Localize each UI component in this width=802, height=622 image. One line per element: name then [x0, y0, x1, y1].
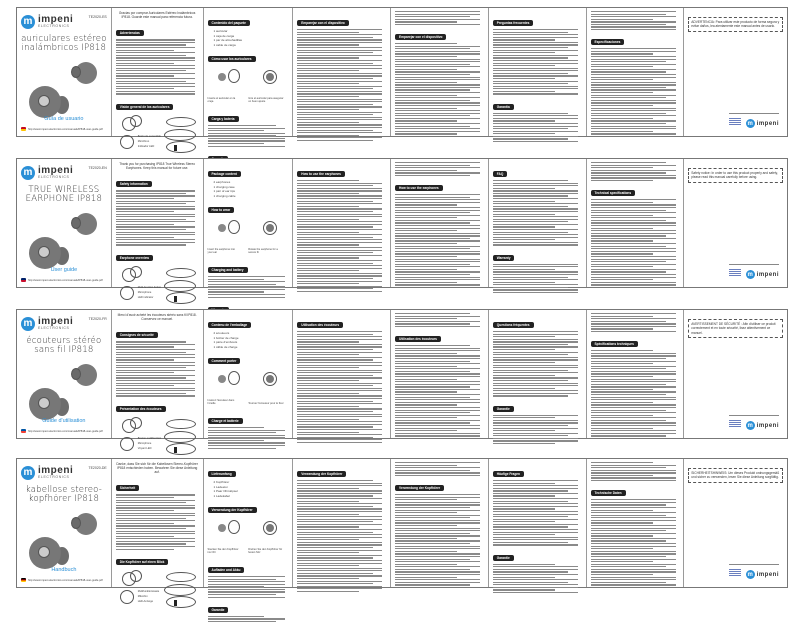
notice-panel — [684, 310, 787, 438]
earphone-overview-diagram — [116, 266, 199, 304]
guide-title: Guía de usuario — [44, 116, 84, 122]
body-text — [591, 199, 680, 285]
intro-text: Gracias por comprar Auriculares Estéreo Inalámbricos IP818. Guarde este manual para referencia futura. — [118, 11, 196, 20]
model-code: TE2020-ES — [88, 15, 107, 19]
manual-sheet-es — [16, 7, 788, 148]
section-heading-package: Package content — [208, 171, 241, 177]
package-panel — [204, 159, 294, 287]
pairing-panel — [293, 159, 391, 287]
package-item: 2 earphones — [213, 180, 231, 184]
diagram-label: LED-Anzeige — [137, 599, 154, 603]
section-heading-pairing: How to use the earphones — [297, 171, 345, 177]
footer-brand-name: impeni — [756, 120, 780, 127]
package-item: 1 pair of ear tips — [213, 189, 236, 193]
faq-panel — [489, 459, 587, 587]
flag-icon — [21, 429, 26, 433]
section-heading-troubleshoot: Warranty — [493, 255, 515, 261]
body-text — [116, 39, 199, 94]
section-heading-usage: Utilisation des écouteurs — [395, 336, 441, 342]
section-heading-safety: Consignes de sécurité — [116, 332, 158, 338]
cover-panel — [17, 159, 112, 287]
body-text — [591, 350, 680, 436]
manual-url-text: http://www.impeni-electronics.com/manuals/IP818-user-guide.pdf — [28, 127, 103, 131]
section-heading-usage: Verwendung der Kopfhörer — [395, 485, 444, 491]
body-text — [116, 341, 199, 396]
impeni-logo-icon: m — [21, 166, 35, 180]
manual-url[interactable] — [21, 578, 109, 582]
certification-icon — [729, 118, 741, 128]
certification-icon — [729, 269, 741, 279]
earbud-tip-icon — [71, 217, 81, 229]
safety-notice-box: ADVERTENCIA: Para utilizar este producto de forma segura y evitar daños, lea atentamente este manual antes de usarlo. — [688, 17, 783, 32]
body-text — [116, 494, 199, 549]
body-text — [208, 125, 289, 147]
cover-title: TRUE WIRELESS EARPHONE IP818 — [25, 185, 103, 204]
section-heading-usage: Emparejar con el dispositivo — [395, 34, 446, 40]
body-text — [493, 480, 582, 546]
section-heading-charging: Aufladen und Akku — [208, 567, 245, 573]
divider — [729, 564, 779, 565]
model-code: TE2020-FR — [88, 317, 107, 321]
brand-name: impeni — [38, 14, 74, 26]
section-heading-faq: Questions fréquentes — [493, 322, 534, 328]
notice-panel — [684, 159, 787, 287]
section-heading-usage: How to use the earphones — [395, 185, 443, 191]
faq-panel — [489, 8, 587, 136]
section-heading-charging: Carga y batería — [208, 116, 239, 122]
package-item: 1 Ladekabel — [213, 493, 230, 498]
specs-panel — [587, 459, 685, 587]
wearing-diagram — [208, 67, 289, 89]
body-text — [493, 564, 582, 594]
body-text — [493, 264, 582, 294]
cover-panel — [17, 8, 112, 136]
package-panel — [204, 8, 294, 136]
earphone-overview-diagram — [116, 417, 199, 455]
section-heading-wearing: Cómo usar los auriculares — [208, 56, 256, 62]
package-item: 1 auricular — [213, 29, 228, 33]
pairing-panel — [293, 459, 391, 587]
diagram-label: LED indicator — [137, 295, 154, 299]
section-heading-pairing: Verwendung der Kopfhörer — [297, 471, 346, 477]
usage-panel — [391, 8, 489, 136]
body-text — [395, 43, 484, 134]
safety-notice-box: AVERTISSEMENT DE SÉCURITÉ : Afin d'utiliser ce produit correctement et en toute sécurité, lisez attentivement ce manuel. — [688, 319, 783, 338]
manual-url[interactable] — [21, 429, 109, 433]
brand-name: impeni — [38, 465, 74, 477]
body-text — [297, 480, 386, 592]
section-heading-overview: Die Kopfhörer auf einen Blick — [116, 559, 169, 565]
section-heading-package: Lieferumfang — [208, 471, 236, 477]
section-heading-overview: Présentation des écouteurs — [116, 406, 166, 412]
section-heading-charging: Charging and battery — [208, 267, 248, 273]
cover-title: écouteurs stéréo sans fil IP818 — [26, 336, 102, 355]
body-text — [591, 313, 680, 332]
wear-caption: Stecken Sie den Kopfhörer ins Ohr — [207, 548, 239, 554]
pairing-panel — [293, 310, 391, 438]
section-heading-package: Contenu de l'emballage — [208, 322, 252, 328]
section-heading-faq: Preguntas frecuentes — [493, 20, 534, 26]
specs-panel — [587, 310, 685, 438]
diagram-label: Bouton multifonction — [137, 436, 162, 440]
body-text — [208, 576, 289, 598]
section-heading-safety: Sicherheit — [116, 485, 139, 491]
specs-panel — [587, 8, 685, 136]
section-heading-wearing: How to wear — [208, 207, 235, 213]
footer-brand-name: impeni — [756, 571, 780, 578]
intro-text: Thank you for purchasing IP818 True Wireless Stereo Earphones. Keep this manual for future use. — [119, 162, 196, 171]
impeni-logo-icon: m — [747, 271, 753, 278]
body-text — [591, 499, 680, 585]
diagram-label: Indicador LED — [137, 144, 155, 148]
brand-subtitle: ELECTRONICS — [38, 24, 70, 29]
flag-icon — [21, 278, 26, 282]
divider — [729, 113, 779, 114]
package-item: 1 boîtier de charge — [213, 335, 239, 340]
body-text — [208, 276, 289, 298]
body-text — [297, 331, 386, 443]
flag-icon — [21, 578, 26, 582]
diagram-label: Micrófono — [137, 139, 150, 143]
section-heading-troubleshoot: Garantía — [493, 104, 514, 110]
body-text — [493, 29, 582, 95]
brand-subtitle: ELECTRONICS — [38, 326, 70, 331]
cover-title: auriculares estéreo inalámbricos IP818 — [21, 34, 107, 53]
safety-panel — [112, 8, 204, 148]
section-heading-specs: Technical specifications — [591, 190, 636, 196]
body-text — [297, 180, 386, 292]
section-heading-safety: Safety information — [116, 181, 152, 187]
safety-panel — [112, 159, 204, 299]
body-text — [591, 48, 680, 134]
footer-brand-logo — [746, 119, 779, 128]
diagram-label: Microphone — [137, 290, 152, 294]
impeni-logo-icon: m — [747, 422, 753, 429]
specs-panel — [587, 159, 685, 287]
section-heading-troubleshoot: Garantie — [493, 406, 514, 412]
wearing-diagram — [208, 518, 289, 540]
guide-title: Handbuch — [51, 567, 77, 573]
manual-url[interactable] — [21, 127, 109, 131]
footer-brand-name: impeni — [756, 271, 780, 278]
footer-brand-logo — [746, 270, 779, 279]
body-text — [395, 194, 484, 285]
body-text — [395, 162, 484, 176]
manual-sheet-fr — [16, 309, 788, 450]
body-text — [395, 462, 484, 476]
body-text — [116, 190, 199, 245]
body-text — [591, 162, 680, 181]
section-heading-safety: Advertencias — [116, 30, 144, 36]
body-text — [395, 11, 484, 25]
guide-title: User guide — [50, 267, 78, 273]
earbud-illustration-large — [29, 237, 61, 269]
notice-panel — [684, 8, 787, 136]
earphone-overview-diagram — [116, 115, 199, 153]
wear-caption: Insérez l'écouteur dans l'oreille — [207, 399, 235, 405]
section-heading-pairing: Utilisation des écouteurs — [297, 322, 343, 328]
intro-text: Merci d'avoir acheté les écouteurs stéréo sans fil IP818. Conservez ce manuel. — [117, 313, 197, 322]
manual-sheet-de — [16, 458, 788, 612]
body-text — [591, 462, 680, 481]
footer-brand-name: impeni — [756, 422, 780, 429]
package-panel — [204, 310, 294, 438]
body-text — [297, 29, 386, 141]
earbud-illustration-large — [29, 388, 61, 420]
faq-panel — [489, 159, 587, 287]
section-heading-overview: Earphone overview — [116, 255, 153, 261]
section-heading-wearing: Verwendung der Kopfhörer — [208, 507, 257, 513]
body-text — [591, 11, 680, 30]
cover-panel — [17, 310, 112, 438]
pairing-panel — [293, 8, 391, 136]
section-heading-pairing: Emparejar con el dispositivo — [297, 20, 348, 26]
body-text — [208, 616, 289, 622]
diagram-label: Multifunktionstaste — [137, 589, 160, 593]
diagram-label: Multi-function button — [137, 285, 162, 289]
body-text — [493, 180, 582, 246]
package-item: 2 écouteurs — [213, 331, 230, 335]
footer-brand-logo — [746, 570, 779, 579]
section-heading-wearing: Comment porter — [208, 358, 241, 364]
diagram-label: Botón de encendido — [137, 134, 161, 138]
wear-caption: Rotate the earphone for a secure fit — [248, 248, 278, 254]
footer-brand-logo — [746, 421, 779, 430]
manual-url[interactable] — [21, 278, 109, 282]
earphone-overview-diagram — [116, 570, 199, 608]
earbud-tip-icon — [71, 368, 81, 380]
usage-panel — [391, 459, 489, 587]
divider — [729, 264, 779, 265]
certification-icon — [729, 420, 741, 430]
wear-caption: Gire el auricular para asegurar un buen ajuste — [248, 97, 284, 103]
notice-panel — [684, 459, 787, 587]
wearing-diagram — [208, 218, 289, 240]
model-code: TE2020-EN — [88, 166, 107, 170]
package-item: 2 Kopfhörer — [213, 480, 230, 484]
faq-panel — [489, 310, 587, 438]
package-item: 1 cable de carga — [213, 42, 236, 47]
wearing-diagram — [208, 369, 289, 391]
section-heading-overview: Visión general de los auriculares — [116, 104, 174, 110]
section-heading-warranty: Garantie — [208, 607, 229, 613]
diagram-label: Voyant LED — [137, 446, 152, 450]
package-item: 1 charging case — [213, 184, 235, 189]
usage-panel — [391, 310, 489, 438]
divider — [729, 415, 779, 416]
model-code: TE2020-DE — [88, 466, 107, 470]
impeni-logo-icon: m — [747, 120, 753, 127]
body-text — [493, 415, 582, 445]
section-heading-specs: Spécifications techniques — [591, 341, 638, 347]
earbud-illustration-large — [29, 537, 61, 569]
section-heading-charging: Charge et batterie — [208, 418, 243, 424]
cover-title: kabellose stereo-kopfhörer IP818 — [25, 485, 102, 504]
usage-panel — [391, 159, 489, 287]
manual-url-text: http://www.impeni-electronics.com/manuals/IP818-user-guide.pdf — [28, 578, 103, 582]
earbud-tip-icon — [71, 517, 81, 529]
package-item: 1 câble de charge — [213, 344, 238, 349]
safety-notice-box: SICHERHEITSHINWEIS: Um dieses Produkt ordnungsgemäß und sicher zu verwenden, lesen Sie diese Anleitung sorgfältig. — [688, 468, 783, 483]
wear-caption: Insert the earphone into your ear — [207, 248, 235, 254]
safety-notice-box: Safety notice: In order to use this product properly and safely, please read this manual carefully before using. — [688, 168, 783, 183]
wear-caption: Drehen Sie den Kopfhörer für festen Sitz — [248, 548, 283, 554]
guide-title: Guide d'utilisation — [42, 418, 86, 424]
cover-panel — [17, 459, 112, 587]
brand-subtitle: ELECTRONICS — [38, 475, 70, 480]
intro-text: Danke, dass Sie sich für die Kabellosen Stereo-Kopfhörer IP818 entschieden haben. Bewahren Sie diese Anleitung auf. — [116, 462, 198, 475]
package-item: 1 paire d'embouts — [213, 340, 238, 344]
manual-url-text: http://www.impeni-electronics.com/manuals/IP818-user-guide.pdf — [28, 278, 103, 282]
package-panel — [204, 459, 294, 612]
earbud-illustration-large — [29, 86, 61, 118]
safety-panel — [112, 459, 204, 603]
certification-icon — [729, 569, 741, 579]
impeni-logo-icon: m — [747, 571, 753, 578]
flag-icon — [21, 127, 26, 131]
package-item: 1 Paar Ohrstöpsel — [213, 489, 238, 493]
section-heading-faq: FAQ — [493, 171, 508, 177]
body-text — [395, 494, 484, 585]
safety-panel — [112, 310, 204, 450]
manual-sheet-en — [16, 158, 788, 299]
wear-caption: Inserte el auricular en la oreja — [207, 97, 236, 103]
diagram-label: Mikrofon — [137, 594, 148, 598]
impeni-logo-icon: m — [21, 317, 35, 331]
package-item: 1 charging cable — [213, 193, 236, 198]
impeni-logo-icon: m — [21, 15, 35, 29]
body-text — [208, 427, 289, 449]
diagram-label: Microphone — [137, 441, 152, 445]
section-heading-specs: Especificaciones — [591, 39, 625, 45]
brand-subtitle: ELECTRONICS — [38, 175, 70, 180]
body-text — [395, 345, 484, 436]
package-item: 1 caja de carga — [213, 33, 235, 38]
section-heading-faq: Häufige Fragen — [493, 471, 524, 477]
section-heading-specs: Technische Daten — [591, 490, 626, 496]
package-item: 1 par de almohadillas — [213, 38, 243, 42]
body-text — [493, 113, 582, 143]
section-heading-troubleshoot: Garantie — [493, 555, 514, 561]
brand-name: impeni — [38, 316, 74, 328]
impeni-logo-icon: m — [21, 466, 35, 480]
wear-caption: Tournez l'écouteur pour le fixer — [248, 402, 284, 405]
package-item: 1 Ladeetui — [213, 484, 228, 489]
body-text — [395, 313, 484, 327]
brand-name: impeni — [38, 165, 74, 177]
body-text — [493, 331, 582, 397]
earbud-tip-icon — [71, 66, 81, 78]
manual-url-text: http://www.impeni-electronics.com/manuals/IP818-user-guide.pdf — [28, 429, 103, 433]
section-heading-package: Contenido del paquete — [208, 20, 250, 26]
